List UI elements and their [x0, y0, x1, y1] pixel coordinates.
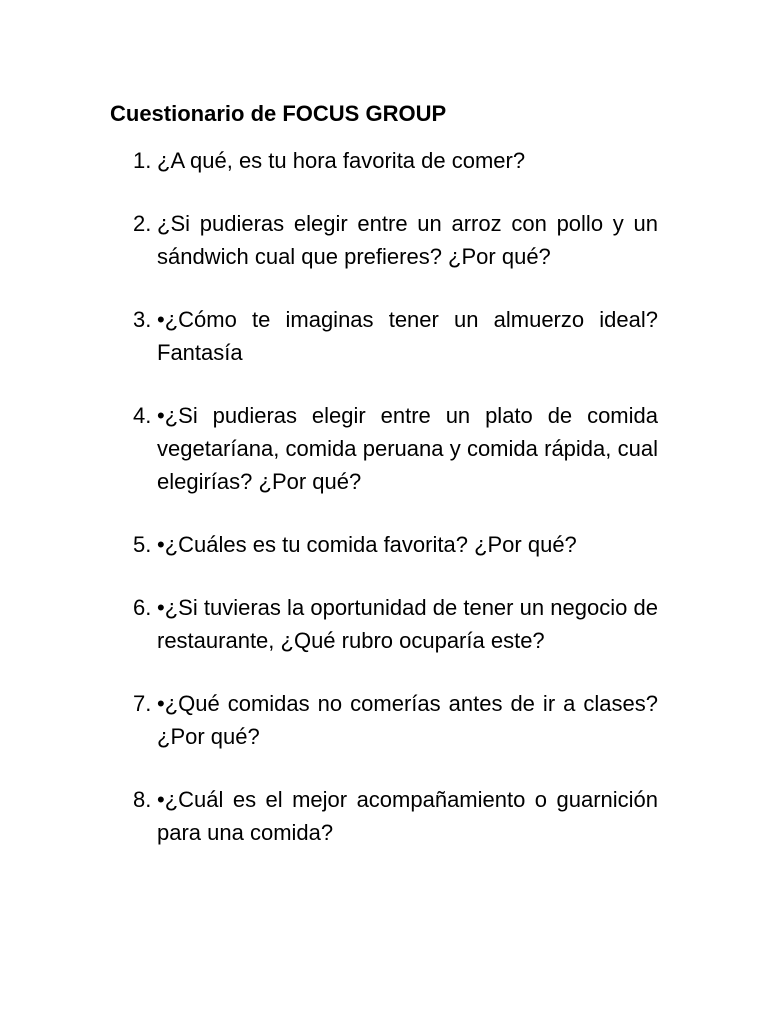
- question-number: 4.: [133, 403, 152, 428]
- question-item-8: [133, 783, 658, 849]
- question-number: 2.: [133, 211, 152, 236]
- question-text: ¿A qué, es tu hora favorita de comer?: [157, 148, 526, 173]
- question-item-6: [133, 591, 658, 657]
- question-item-5: [133, 528, 658, 561]
- question-text: •¿Cómo te imaginas tener un almuerzo ideal? Fantasía: [157, 307, 658, 365]
- question-text: •¿Cuáles es tu comida favorita? ¿Por qué?: [157, 532, 577, 557]
- question-item-3: [133, 303, 658, 369]
- question-text: •¿Si pudieras elegir entre un plato de comida vegetaríana, comida peruana y comida rápida, cual elegirías? ¿Por qué?: [157, 403, 658, 494]
- question-item-1: [133, 144, 658, 177]
- question-item-4: [133, 399, 658, 498]
- question-text: •¿Si tuvieras la oportunidad de tener un negocio de restaurante, ¿Qué rubro ocuparía este?: [157, 595, 658, 653]
- question-number: 5.: [133, 532, 152, 557]
- question-list: [133, 144, 658, 879]
- question-text: •¿Qué comidas no comerías antes de ir a clases? ¿Por qué?: [157, 691, 658, 749]
- document-title: Cuestionario de FOCUS GROUP: [110, 101, 447, 126]
- question-item-2: [133, 207, 658, 273]
- question-number: 6.: [133, 595, 152, 620]
- question-item-7: [133, 687, 658, 753]
- question-number: 1.: [133, 148, 152, 173]
- question-number: 3.: [133, 307, 152, 332]
- question-number: 7.: [133, 691, 152, 716]
- question-text: •¿Cuál es el mejor acompañamiento o guarnición para una comida?: [157, 787, 658, 845]
- question-text: ¿Si pudieras elegir entre un arroz con pollo y un sándwich cual que prefieres? ¿Por qué?: [157, 211, 658, 269]
- question-number: 8.: [133, 787, 152, 812]
